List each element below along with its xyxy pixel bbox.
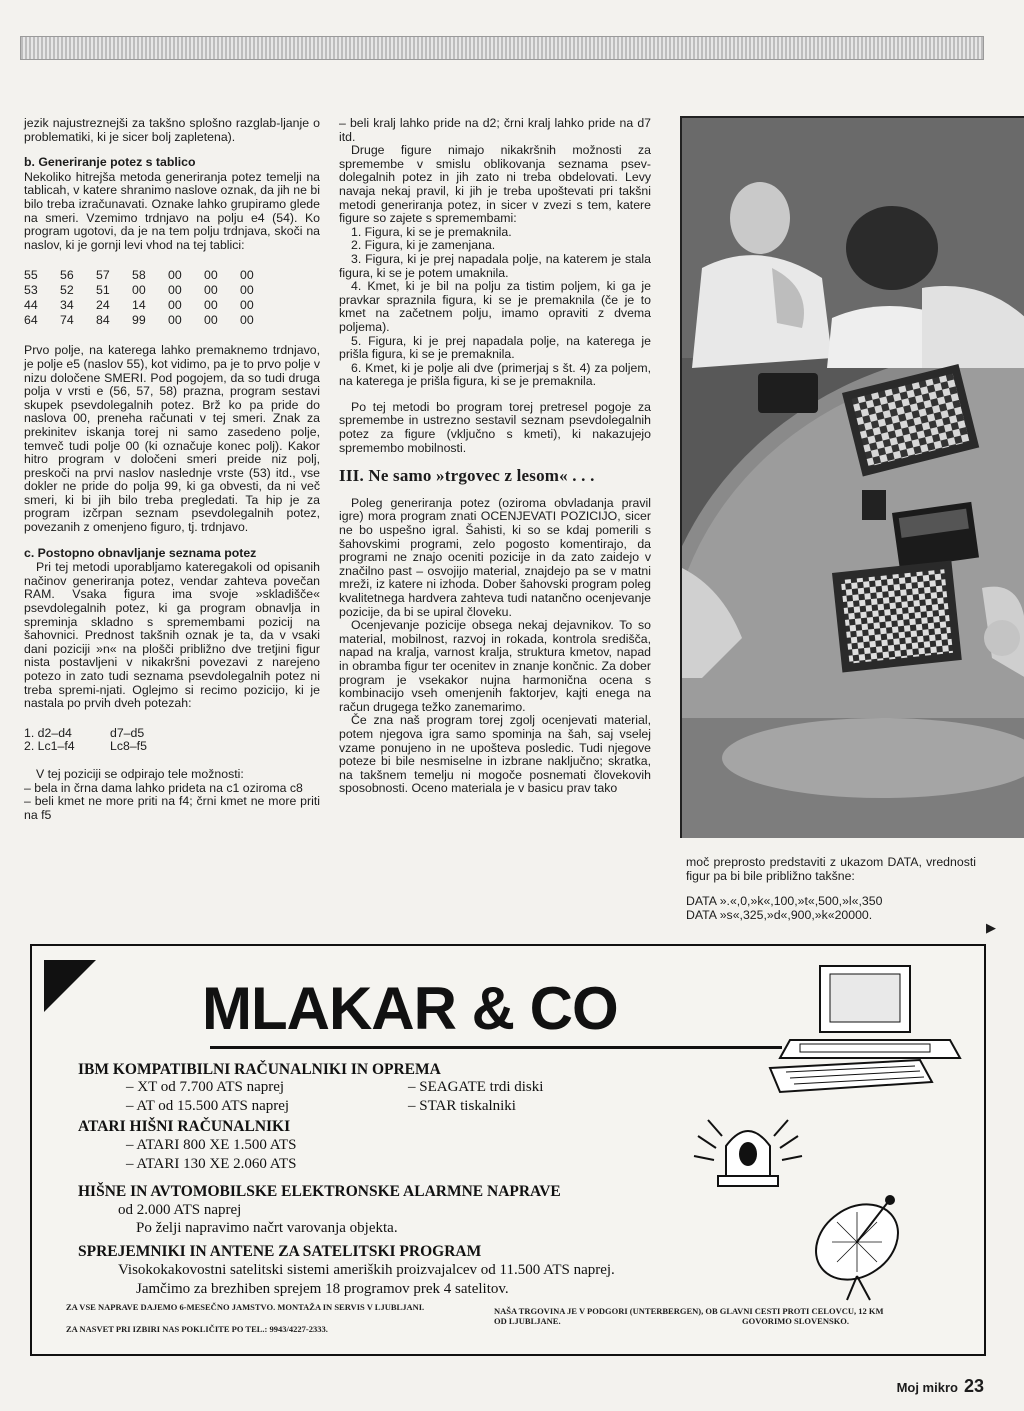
table-cell: 51 xyxy=(96,283,110,298)
paragraph: Poleg generiranja potez (oziroma obvladanja pravil igre) mora program znati OCENJEVATI POZICIJO, sicer ne bo uspešno igral. Šahisti, ki so se kdaj pomerili s šahovskimi programi, zelo pogosto komentirajo, da programi ne znajo oceniti pozicije in da zato zaidejo v značilno past – osvojijo material, znajdejo pa se v matni mreži, iz katere ni izhoda. Dober šahovski program poleg kvalitetnega hardvera zahteva tudi natančno ocenjevanje pozicije, da bi se upiral človeku. xyxy=(339,495,651,619)
move-row xyxy=(24,740,320,754)
column-right xyxy=(686,856,976,922)
data-line: DATA ».«,0,»k«,100,»t«,500,»l«,350 xyxy=(686,894,883,909)
table-cell: 00 xyxy=(204,298,218,313)
table-cell: 00 xyxy=(204,268,218,283)
white-move: 1. d2–d4 xyxy=(24,725,72,740)
logo-underline xyxy=(210,1046,782,1049)
table-cell: 00 xyxy=(132,283,146,298)
table-cell: 44 xyxy=(24,298,38,313)
paragraph: Ocenjevanje pozicije obsega nekaj dejavnikov. To so material, mobilnost, razvoj in rokada, kontrola središča, napad na kralja, varnost kralja, struktura kmetov, napad in obramba figur ter ocenitev in znanje končnic. Za dober program je vsekakor nujna harmonična ocena s kombinacijo vseh omenjenih faktorjev, kajti enega na račun drugega težko zanemarimo. xyxy=(339,618,651,714)
ad-fineprint: ZA NASVET PRI IZBIRI NAS POKLIČITE PO TEL.: 9943/4227-2333. xyxy=(66,1324,328,1334)
table-cell: 64 xyxy=(24,313,38,328)
corner-triangle-icon xyxy=(44,960,96,1012)
alarm-siren-icon xyxy=(688,1106,808,1196)
ad-fineprint: ZA VSE NAPRAVE DAJEMO 6-MESEČNO JAMSTVO. MONTAŽA IN SERVIS V LJUBLJANI. xyxy=(66,1302,425,1312)
table-cell: 58 xyxy=(132,268,146,283)
table-cell: 00 xyxy=(204,313,218,328)
table-cell: 53 xyxy=(24,283,38,298)
table-cell: 99 xyxy=(132,313,146,328)
list-item: 4. Kmet, ki je bil na polju za tistim poljem, ki ga je pravkar spraznila figura, ki se je premaknila (če je to kmet na začetnem polju, imamo opraviti z dvema poljema). xyxy=(339,279,651,334)
paragraph: Po tej metodi bo program torej pretresel pogoje za spremembe in ustrezno sestavil seznam psevdolegalnih potez za figure (vključno s kmeti), ki nakazujejo spremembo mobilnosti. xyxy=(339,399,651,455)
ad-line: – ATARI 800 XE 1.500 ATS xyxy=(126,1137,297,1153)
list-item: 6. Kmet, ki je polje ali dve (primerjaj s št. 4) za poljem, na katerega je prišla figura, ki se je premaknila. xyxy=(339,360,651,389)
list-item: 3. Figura, ki je prej napadala polje, na katerem je stala figura, ki se je potem umaknila. xyxy=(339,251,651,280)
data-line: DATA »s«,325,»d«,900,»k«20000. xyxy=(686,907,873,922)
section-heading-c: c. Postopno obnavljanje seznama potez xyxy=(24,545,257,560)
paragraph: Nekoliko hitrejša metoda generiranja potez temelji na tablicah, v katere shranimo naslove oznak, da jih ne bi bilo treba izračunavati. Oznake lahko grupiramo glede na smeri. Vzemimo trdnjavo na polju e4 (54). Ko program ugotovi, da je na tem polju trdnjava, skoči na naslov, ki je gornji levi vhod na tej tablici: xyxy=(24,169,320,252)
ad-line: Jamčimo za brezhiben sprejem 18 programov prek 4 satelitov. xyxy=(136,1281,509,1297)
mlakar-advertisement xyxy=(30,944,986,1356)
white-move: 2. Lc1–f4 xyxy=(24,739,75,754)
chess-computer-photo xyxy=(680,116,1024,838)
paragraph: – beli kmet ne more priti na f4; črni kmet ne more priti na f5 xyxy=(24,794,320,822)
ad-heading-satellite: SPREJEMNIKI IN ANTENE ZA SATELITSKI PROGRAM xyxy=(78,1243,482,1260)
table-cell: 14 xyxy=(132,298,146,313)
column-middle xyxy=(339,117,651,796)
page-number: 23 xyxy=(963,1376,984,1396)
page-footer xyxy=(897,1376,984,1397)
paragraph: Prvo polje, na katerega lahko premaknemo trdnjavo, je polje e5 (naslov 55), kot vidimo, pa je to prvo polje v nizu določene SMERI. Pod pogojem, da so tudi druga polja v vrsti e (56, 57, 58) prazna, program sestavi skupek psevdolegalnih potez. Brž ko pa pride do naslova 00, preneha računati v tej smeri. Znak za prekinitev iskanja torej ni samo zasedeno polje, temveč tudi polje 00 (ki označuje konec polj). Kakor hitro program v določeni smeri preide niz polj, preskoči na prvi naslov naslednje vrste (53) itd., vse dokler ne pride do polja 99, ki ga obvesti, da ni več smeri, ki bi jih bilo treba pregledati. Ta hip je za program izčrpan seznam psevdolegalnih potez, povezanih z omenjeno figuro, tj. trdnjavo. xyxy=(24,343,320,535)
paragraph: Pri tej metodi uporabljamo kateregakoli od opisanih načinov generiranja potez, vendar zahteva povečan RAM. Vsaka figura ima svoje »skladišče« psevdolegalnih potez, ki ga program obnavlja in spreminja skladno s spremembami pozicij na šahovnici. Prednost takšnih oznak je ta, da v vsaki dani poziciji »n« na plošči približno dve tretjini figur nista postavljeni v nikakršni povezavi z narejeno potezo in zato tudi seznama psevdolegalnih potez ni treba spremi-njati. Oglejmo si recimo pozicijo, ki je nastala po prvih dveh potezah: xyxy=(24,560,320,711)
list-item: 2. Figura, ki je zamenjana. xyxy=(351,238,496,253)
column-left xyxy=(24,117,320,822)
table-cell: 00 xyxy=(240,298,254,313)
paragraph: – bela in črna dama lahko prideta na c1 oziroma c8 xyxy=(24,780,303,795)
table-cell: 56 xyxy=(60,268,74,283)
ad-line: od 2.000 ATS naprej xyxy=(118,1202,242,1218)
table-cell: 00 xyxy=(168,298,182,313)
list-item: 1. Figura, ki se je premaknila. xyxy=(351,224,512,239)
table-row xyxy=(24,283,276,298)
table-row xyxy=(24,268,276,283)
ad-line: – SEAGATE trdi diski xyxy=(408,1079,544,1095)
ad-line: – XT od 7.700 ATS naprej xyxy=(126,1079,285,1095)
section-heading-iii: III. Ne samo »trgovec z lesom« . . . xyxy=(339,466,595,486)
paragraph: Druge figure nimajo nikakršnih možnosti za spremembe v smislu oblikovanja seznama psev-dolegalnih potez in jih zato ni treba obdelovati. Levy navaja nekaj pravil, ki jih je treba upoštevati pri takšni metodi generiranja potez, in sicer v zvezi s tem, katere figure so zajete s spremembami: xyxy=(339,143,651,226)
computer-icon xyxy=(760,960,970,1100)
table-cell: 00 xyxy=(240,268,254,283)
table-row xyxy=(24,313,276,328)
paragraph: V tej poziciji se odpirajo tele možnosti: xyxy=(36,766,244,781)
paragraph: moč preprosto predstaviti z ukazom DATA, vrednosti figur pa bi bile približno takšne: xyxy=(686,855,976,883)
table-cell: 00 xyxy=(168,268,182,283)
table-cell: 74 xyxy=(60,313,74,328)
ad-line: Po želji napravimo načrt varovanja objekta. xyxy=(136,1220,398,1236)
table-cell: 34 xyxy=(60,298,74,313)
paragraph: – beli kralj lahko pride na d2; črni kralj lahko pride na d7 itd. xyxy=(339,116,651,144)
ad-fineprint: GOVORIMO SLOVENSKO. xyxy=(742,1316,850,1326)
black-move: d7–d5 xyxy=(110,725,145,740)
magazine-name: Moj mikro xyxy=(896,1380,958,1395)
section-heading-b: b. Generiranje potez s tablico xyxy=(24,155,196,170)
ad-heading-atari: ATARI HIŠNI RAČUNALNIKI xyxy=(78,1118,291,1135)
header-stripe xyxy=(20,36,984,60)
ad-heading-alarm: HIŠNE IN AVTOMOBILSKE ELEKTRONSKE ALARMNE NAPRAVE xyxy=(78,1183,561,1200)
ad-logo: MLAKAR & CO xyxy=(202,975,618,1042)
ad-line: – ATARI 130 XE 2.060 ATS xyxy=(126,1156,297,1172)
address-table xyxy=(24,268,276,328)
ad-line: – STAR tiskalniki xyxy=(408,1098,516,1114)
ad-line: Visokokakovostni satelitski sistemi ameriških proizvajalcev od 11.500 ATS naprej. xyxy=(118,1262,615,1278)
table-row xyxy=(24,298,276,313)
table-cell: 00 xyxy=(240,313,254,328)
ad-line: – AT od 15.500 ATS naprej xyxy=(126,1098,290,1114)
continue-arrow-icon: ▶ xyxy=(986,920,996,935)
paragraph: jezik najustreznejši za takšno splošno razglab-ljanje o problematiki, ki je sicer bolj zapletena). xyxy=(24,116,320,144)
list-item: 5. Figura, ki je prej napadala polje, na katerega je prišla figura, ki se je premaknila. xyxy=(339,333,651,362)
ad-fineprint: NAŠA TRGOVINA JE V PODGORI (UNTERBERGEN), OB GLAVNI CESTI PROTI CELOVCU, 12 KM OD LJUBLJANE. xyxy=(494,1306,884,1326)
table-cell: 00 xyxy=(204,283,218,298)
table-cell: 00 xyxy=(168,313,182,328)
move-list xyxy=(24,727,320,754)
table-cell: 55 xyxy=(24,268,38,283)
table-cell: 52 xyxy=(60,283,74,298)
paragraph: Če zna naš program torej zgolj ocenjevati material, potem njegova igra samo spominja na šah, saj vselej vzame ponujeno in ne upošteva posledic. Tudi njegove poteze bi bile nesmiselne in izbrane naključno; skratka, na takšnem temelju ni mogoče posnemati človekovih sposobnosti. Oceno materiala je v basicu prav tako xyxy=(339,713,651,796)
table-cell: 24 xyxy=(96,298,110,313)
table-cell: 00 xyxy=(168,283,182,298)
black-move: Lc8–f5 xyxy=(110,739,147,754)
move-row xyxy=(24,727,320,741)
ad-heading-ibm: IBM KOMPATIBILNI RAČUNALNIKI IN OPREMA xyxy=(78,1061,441,1078)
table-cell: 00 xyxy=(240,283,254,298)
table-cell: 57 xyxy=(96,268,110,283)
table-cell: 84 xyxy=(96,313,110,328)
satellite-dish-icon xyxy=(802,1182,912,1302)
